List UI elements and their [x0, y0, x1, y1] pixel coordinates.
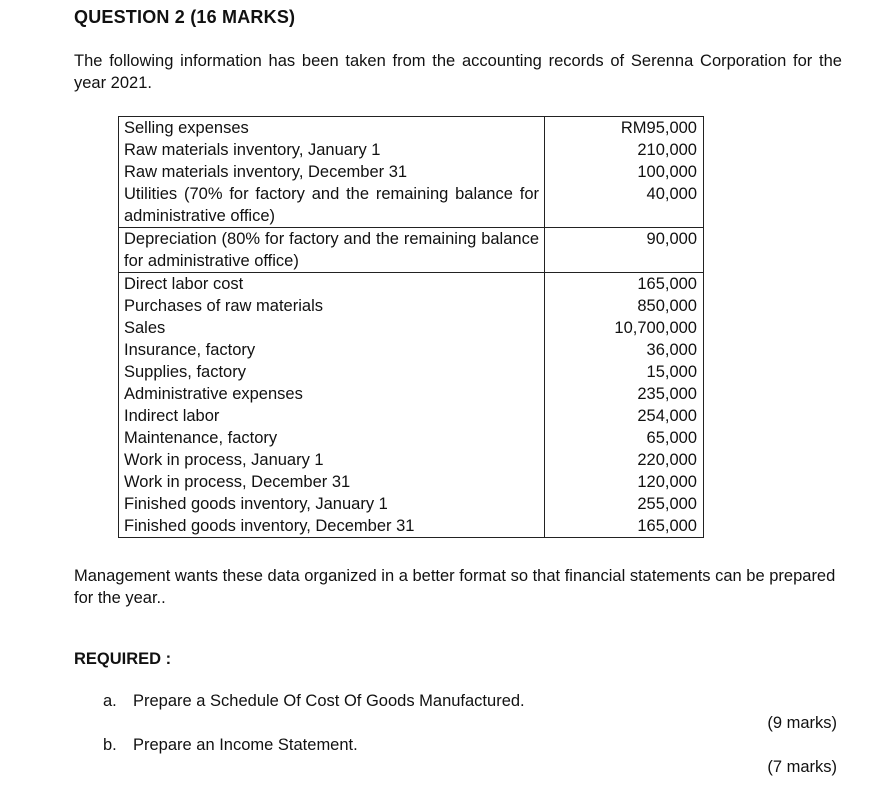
task-b	[103, 736, 358, 755]
task-a-marks: (9 marks)	[767, 714, 837, 732]
row-label: Sales	[119, 317, 545, 339]
table-row	[119, 361, 704, 383]
row-label: Direct labor cost	[119, 273, 545, 296]
row-label: Work in process, January 1	[119, 449, 545, 471]
table-row	[119, 139, 704, 161]
management-note: Management wants these data organized in a better format so that financial statements can be prepared for the year..	[74, 567, 836, 607]
row-label: Finished goods inventory, December 31	[119, 515, 545, 538]
table-row	[119, 117, 704, 140]
row-value: 90,000	[545, 228, 704, 273]
row-label: Insurance, factory	[119, 339, 545, 361]
accounting-records-table	[118, 116, 704, 538]
row-value: 15,000	[545, 361, 704, 383]
table-row	[119, 161, 704, 183]
row-label: Indirect labor	[119, 405, 545, 427]
table-row	[119, 295, 704, 317]
task-letter: a.	[103, 692, 117, 710]
row-value: RM95,000	[545, 117, 704, 140]
row-label: Utilities (70% for factory and the remaining balance for administrative office)	[119, 183, 545, 228]
table-row	[119, 427, 704, 449]
row-value: 10,700,000	[545, 317, 704, 339]
table-row	[119, 471, 704, 493]
row-label: Supplies, factory	[119, 361, 545, 383]
row-label: Depreciation (80% for factory and the remaining balance for administrative office)	[119, 228, 545, 273]
required-heading: REQUIRED :	[74, 650, 172, 668]
table-row	[119, 273, 704, 296]
row-value: 120,000	[545, 471, 704, 493]
task-text: Prepare an Income Statement.	[133, 736, 358, 754]
row-value: 36,000	[545, 339, 704, 361]
table-row	[119, 228, 704, 273]
task-text: Prepare a Schedule Of Cost Of Goods Manufactured.	[133, 692, 525, 710]
row-value: 165,000	[545, 515, 704, 538]
row-label: Selling expenses	[119, 117, 545, 140]
task-b-marks: (7 marks)	[767, 758, 837, 776]
table-row	[119, 317, 704, 339]
intro-paragraph: The following information has been taken from the accounting records of Serenna Corporation for the year 2021.	[74, 52, 842, 92]
task-a	[103, 692, 525, 711]
row-label: Raw materials inventory, December 31	[119, 161, 545, 183]
row-label: Raw materials inventory, January 1	[119, 139, 545, 161]
row-label: Finished goods inventory, January 1	[119, 493, 545, 515]
row-value: 255,000	[545, 493, 704, 515]
row-value: 165,000	[545, 273, 704, 296]
table-row	[119, 183, 704, 228]
row-label: Maintenance, factory	[119, 427, 545, 449]
table-row	[119, 493, 704, 515]
table-row	[119, 383, 704, 405]
table-row	[119, 339, 704, 361]
table-row	[119, 515, 704, 538]
table-row	[119, 449, 704, 471]
row-label: Purchases of raw materials	[119, 295, 545, 317]
question-heading: QUESTION 2 (16 MARKS)	[74, 7, 296, 27]
row-value: 235,000	[545, 383, 704, 405]
row-value: 220,000	[545, 449, 704, 471]
row-value: 65,000	[545, 427, 704, 449]
row-label: Administrative expenses	[119, 383, 545, 405]
row-value: 100,000	[545, 161, 704, 183]
row-label: Work in process, December 31	[119, 471, 545, 493]
row-value: 40,000	[545, 183, 704, 228]
row-value: 210,000	[545, 139, 704, 161]
table-row	[119, 405, 704, 427]
task-letter: b.	[103, 736, 117, 754]
row-value: 850,000	[545, 295, 704, 317]
row-value: 254,000	[545, 405, 704, 427]
